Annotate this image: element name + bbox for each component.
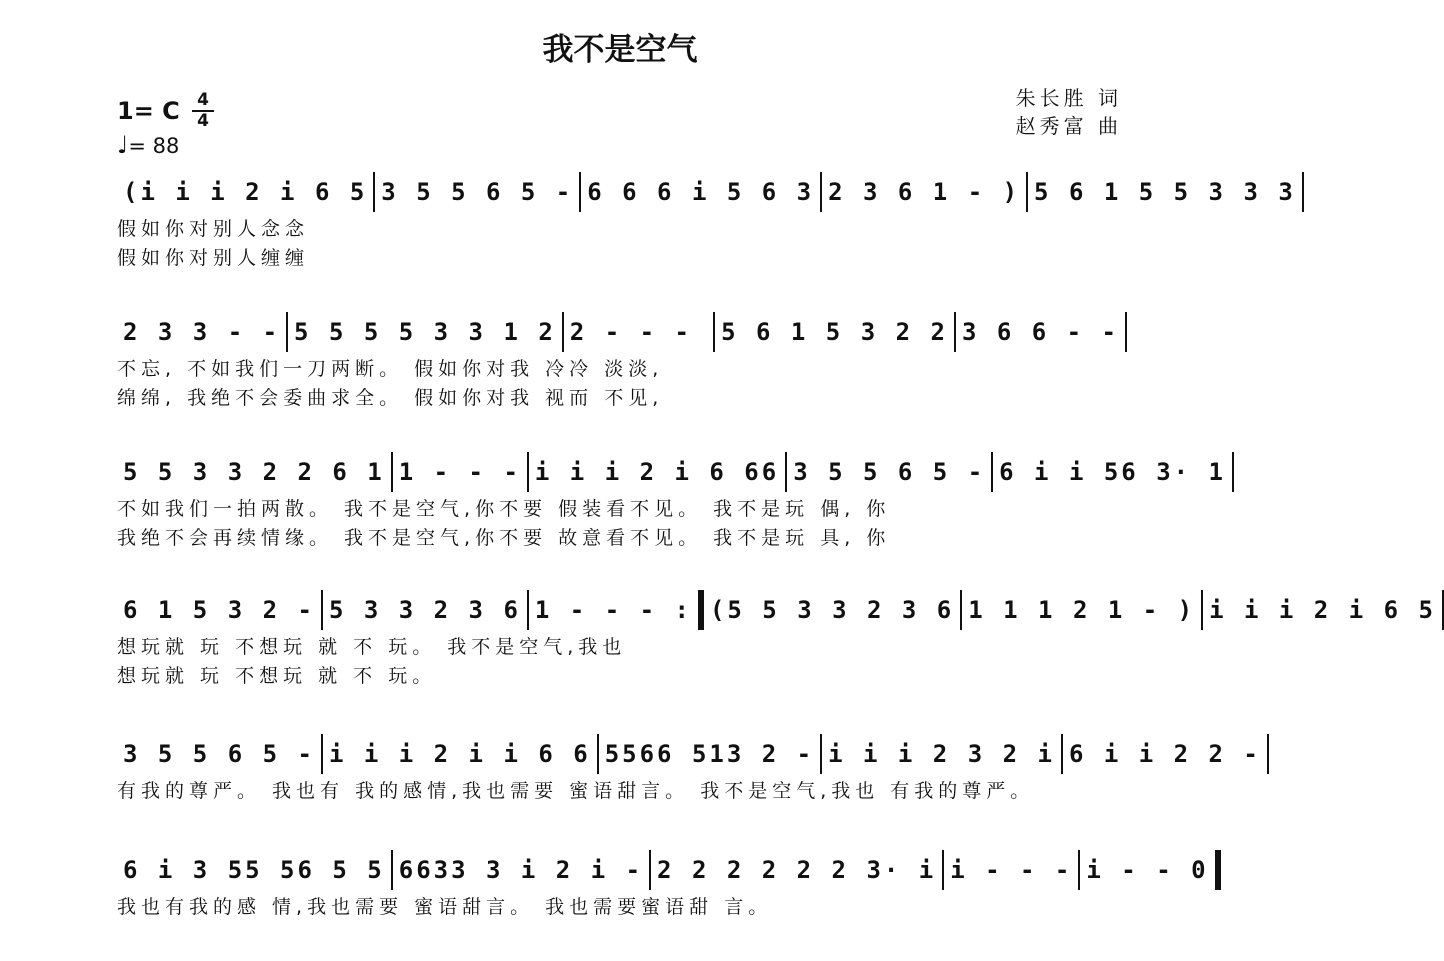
measure: 2 - - -	[569, 318, 692, 346]
notation-row	[117, 170, 1296, 214]
lyric-verse-1: 不忘, 不如我们一刀两断。 假如你对我 冷冷 淡淡,	[117, 358, 664, 380]
key-signature: 1= C	[117, 97, 180, 125]
measure: 6 1 5 3 2 -	[123, 596, 315, 624]
notation-row	[117, 848, 1209, 892]
measure: 2 2 2 2 2 2 3· i	[657, 856, 937, 884]
measure: i - - -	[950, 856, 1073, 884]
lyric-verse-2: 想玩就 玩 不想玩 就 不 玩。	[117, 665, 437, 687]
lyric-verse-1: 有我的尊严。 我也有 我的感情,我也需要 蜜语甜言。 我不是空气,我也 有我的尊严。	[117, 780, 1035, 802]
measure: 5 6 1 5 3 2 2	[721, 318, 948, 346]
measure: i i i 2 i 6 66	[534, 458, 780, 486]
staff-line-2	[117, 310, 1127, 412]
staff-line-4	[117, 588, 1436, 690]
measure: i i i 2 i 6 5	[1209, 596, 1436, 624]
measure: i i i 2 3 2 i	[828, 740, 1055, 768]
measure: 6 i 3 55 56 5 5	[123, 856, 385, 884]
notation-row	[117, 732, 1261, 776]
tempo-marking	[117, 131, 179, 159]
lyric-verse-1: 想玩就 玩 不想玩 就 不 玩。 我不是空气,我也	[117, 636, 627, 658]
staff-line-3	[117, 450, 1226, 552]
notation-row	[117, 310, 1127, 354]
lyric-verse-1: 不如我们一拍两散。 我不是空气,你不要 假装看不见。 我不是玩 偶, 你	[117, 498, 891, 520]
lyric-verse-2: 假如你对别人缠缠	[117, 247, 310, 269]
staff-line-1	[117, 170, 1296, 272]
time-signature-bottom: 4	[197, 111, 209, 131]
composer-credit: 赵秀富 曲	[1015, 114, 1122, 138]
measure: (i i i 2 i 6 5	[123, 178, 368, 206]
measure: 3 5 5 6 5 -	[381, 178, 574, 206]
measure: (5 5 3 3 2 3 6	[709, 596, 955, 624]
credits	[1016, 84, 1122, 140]
time-signature	[192, 92, 214, 130]
measure: 5 5 5 5 3 3 1 2	[294, 318, 556, 346]
measure: 2 3 6 1 - )	[828, 178, 1021, 206]
measure: 1 - - - :	[534, 596, 692, 624]
lyricist-credit: 朱长胜 词	[1015, 86, 1122, 110]
barline	[1125, 312, 1127, 352]
notation-row	[117, 450, 1226, 494]
measure: 5 5 3 3 2 2 6 1	[123, 458, 385, 486]
measure: 5 3 3 2 3 6	[328, 596, 521, 624]
song-title: 我不是空气	[542, 32, 698, 68]
staff-line-5	[117, 732, 1261, 805]
measure: 3 5 5 6 5 -	[123, 740, 315, 768]
measure: 1 - - -	[398, 458, 521, 486]
measure: i - - 0	[1086, 856, 1209, 884]
final-barline	[1215, 850, 1221, 890]
measure: 6 6 6 i 5 6 3	[587, 178, 815, 206]
measure: 6 i i 56 3· 1	[999, 458, 1226, 486]
time-signature-top: 4	[197, 90, 209, 110]
measure: 5 6 1 5 5 3 3 3	[1034, 178, 1296, 206]
quarter-note-icon: ♩	[117, 131, 129, 159]
measure: 3 6 6 - -	[961, 318, 1119, 346]
barline	[1302, 172, 1304, 212]
measure: 1 1 1 2 1 - )	[968, 596, 1196, 624]
measure: 6 i i 2 2 -	[1068, 740, 1261, 768]
lyric-verse-2: 我绝不会再续情缘。 我不是空气,你不要 故意看不见。 我不是玩 具, 你	[117, 527, 891, 549]
measure: 3 5 5 6 5 -	[793, 458, 986, 486]
measure: 5566 513 2 -	[604, 740, 815, 768]
measure: 6633 3 i 2 i -	[398, 856, 644, 884]
barline	[1232, 452, 1234, 492]
measure: i i i 2 i i 6 6	[328, 740, 591, 768]
notation-row	[117, 588, 1436, 632]
lyric-verse-1: 我也有我的感 情,我也需要 蜜语甜言。 我也需要蜜语甜 言。	[117, 896, 773, 918]
lyric-verse-2: 绵绵, 我绝不会委曲求全。 假如你对我 视而 不见,	[117, 387, 664, 409]
staff-line-6	[117, 848, 1209, 921]
tempo-value: = 88	[128, 134, 180, 158]
barline	[1267, 734, 1269, 774]
measure: 2 3 3 - -	[123, 318, 281, 346]
lyric-verse-1: 假如你对别人念念	[117, 218, 310, 240]
